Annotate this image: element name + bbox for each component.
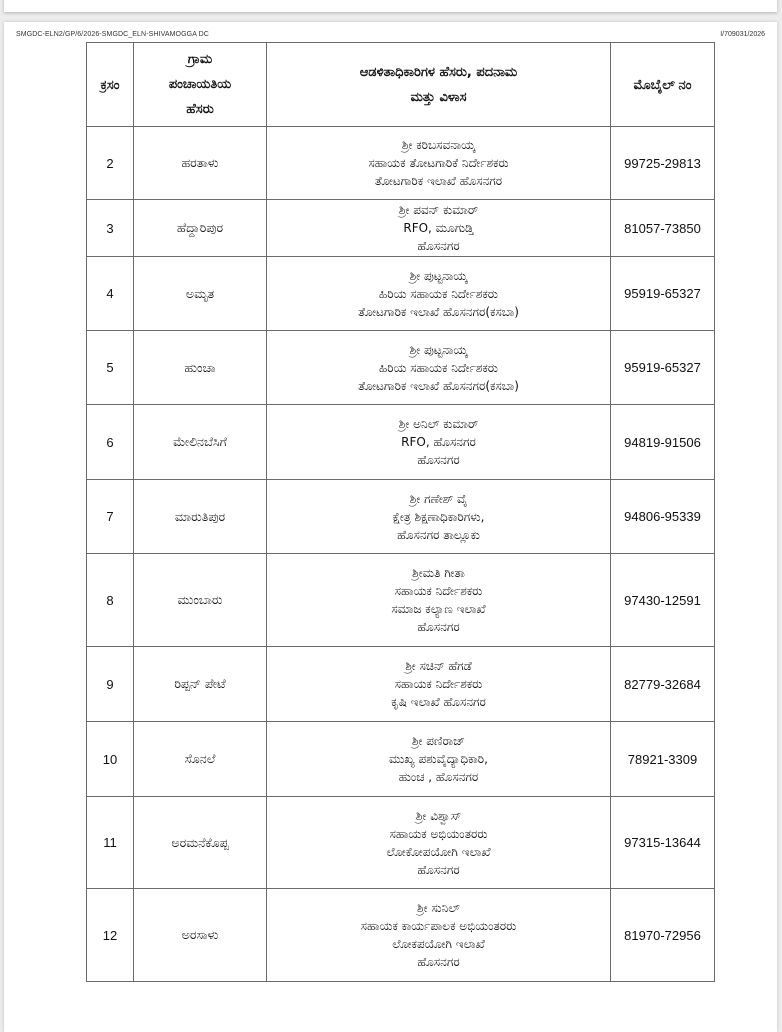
officer-line: ಶ್ರೀ ಅನಿಲ್ ಕುಮಾರ್ bbox=[398, 417, 479, 431]
cell-gp-name: ಮೇಲಿನಬೆಸಿಗೆ bbox=[134, 405, 267, 480]
cell-mobile: 81057-73850 bbox=[611, 200, 715, 257]
cell-mobile: 94806-95339 bbox=[611, 480, 715, 554]
cell-mobile: 99725-29813 bbox=[611, 127, 715, 200]
table-body bbox=[87, 127, 715, 982]
cell-serial: 5 bbox=[87, 331, 134, 405]
document-page bbox=[4, 22, 777, 1032]
table-row bbox=[87, 722, 715, 797]
cell-gp-name: ಹರತಾಳು bbox=[134, 127, 267, 200]
cell-mobile: 82779-32684 bbox=[611, 647, 715, 722]
table-row bbox=[87, 405, 715, 480]
cell-serial: 10 bbox=[87, 722, 134, 797]
table-row bbox=[87, 127, 715, 200]
officer-line: ಲೋಕಪಯೋಗಿ ಇಲಾಖೆ bbox=[392, 937, 485, 951]
officer-line: RFO, ಹೊಸನಗರ bbox=[401, 435, 476, 449]
officer-line: ಶ್ರೀ ಪಣಿರಾಜ್ bbox=[411, 734, 466, 748]
table-row bbox=[87, 797, 715, 889]
table-header-row bbox=[87, 43, 715, 127]
cell-mobile: 78921-3309 bbox=[611, 722, 715, 797]
cell-serial: 2 bbox=[87, 127, 134, 200]
table-row bbox=[87, 889, 715, 982]
officer-line: ತೋಟಗಾರಿಕ ಇಲಾಖೆ ಹೊಸನಗರ(ಕಸಬಾ) bbox=[358, 378, 519, 393]
cell-serial: 9 bbox=[87, 647, 134, 722]
officer-line: ಶ್ರೀ ಗಣೇಶ್ ವೈ bbox=[409, 491, 468, 506]
officer-line: ಹೊಸನಗರ bbox=[417, 239, 460, 253]
cell-officer bbox=[267, 127, 611, 200]
officer-line: ಶ್ರೀ ವಿಶ್ವಾಸ್ bbox=[415, 808, 462, 823]
cell-officer bbox=[267, 200, 611, 257]
cell-officer bbox=[267, 331, 611, 405]
officer-line: ಸಮಾಜ ಕಲ್ಯಾಣ ಇಲಾಖೆ bbox=[391, 602, 486, 616]
cell-serial: 3 bbox=[87, 200, 134, 257]
officer-line: ಹೊಸನಗರ bbox=[417, 955, 460, 969]
officer-line: ಹೊಸನಗರ ತಾಲ್ಲೂಕು bbox=[397, 527, 480, 542]
officer-line: ಶ್ರೀ ಸುನಿಲ್ bbox=[417, 901, 460, 915]
header-officer-line: ಮತ್ತು ವಿಳಾಸ bbox=[410, 89, 467, 105]
header-gp-name bbox=[134, 43, 267, 127]
cell-gp-name: ಅಮೃತ bbox=[134, 257, 267, 331]
table-row bbox=[87, 331, 715, 405]
officer-line: ಹುಂಚ , ಹೊಸನಗರ bbox=[398, 770, 479, 784]
officer-line: ಕೃಷಿ ಇಲಾಖೆ ಹೊಸನಗರ bbox=[391, 695, 486, 709]
cell-gp-name: ಮಾರುತಿಪುರ bbox=[134, 480, 267, 554]
cell-mobile: 97430-12591 bbox=[611, 554, 715, 647]
previous-page-edge bbox=[4, 0, 777, 12]
header-officer-line: ಆಡಳಿತಾಧಿಕಾರಿಗಳ ಹೆಸರು, ಪದನಾಮ bbox=[359, 64, 518, 80]
officers-table bbox=[86, 42, 715, 982]
officer-line: ಶ್ರೀ ಪವನ್ ಕುಮಾರ್ bbox=[398, 203, 479, 217]
officer-line: ಲೋಕೋಪಯೋಗಿ ಇಲಾಖೆ bbox=[386, 844, 491, 859]
header-gp-name-line: ಪಂಚಾಯತಿಯ bbox=[168, 77, 232, 92]
officer-line: ಸಹಾಯಕ ತೋಟಗಾರಿಕೆ ನಿರ್ದೇಶಕರು bbox=[368, 156, 509, 170]
cell-gp-name: ಮುಂಬಾರು bbox=[134, 554, 267, 647]
cell-gp-name: ಅರಮನೆಕೊಪ್ಪ bbox=[134, 797, 267, 889]
officer-line: ಶ್ರೀಮತಿ ಗೀತಾ bbox=[412, 566, 465, 580]
officer-line: ಹೊಸನಗರ bbox=[417, 862, 460, 877]
officer-line: ಶ್ರೀ ಪುಟ್ಟನಾಯ್ಕ bbox=[409, 268, 468, 283]
officer-line: ತೋಟಗಾರಿಕ ಇಲಾಖೆ ಹೊಸನಗರ bbox=[374, 174, 503, 188]
cell-officer bbox=[267, 889, 611, 982]
cell-officer bbox=[267, 722, 611, 797]
cell-gp-name: ರಿಪ್ಪನ್ ಪೇಟೆ bbox=[134, 647, 267, 722]
cell-mobile: 94819-91506 bbox=[611, 405, 715, 480]
officer-line: ಹಿರಿಯ ಸಹಾಯಕ ನಿರ್ದೇಶಕರು bbox=[379, 360, 498, 375]
officer-line: ಶ್ರೀ ಪುಟ್ಟನಾಯ್ಕ bbox=[409, 342, 468, 357]
cell-officer bbox=[267, 647, 611, 722]
cell-serial: 12 bbox=[87, 889, 134, 982]
header-serial: ಕ್ರಸಂ bbox=[87, 43, 134, 127]
cell-mobile: 95919-65327 bbox=[611, 331, 715, 405]
cell-serial: 7 bbox=[87, 480, 134, 554]
cell-gp-name: ಹೆದ್ದಾರಿಪುರ bbox=[134, 200, 267, 257]
cell-officer bbox=[267, 257, 611, 331]
cell-gp-name: ಹುಂಚಾ bbox=[134, 331, 267, 405]
table-row bbox=[87, 257, 715, 331]
cell-serial: 11 bbox=[87, 797, 134, 889]
officer-line: ಹಿರಿಯ ಸಹಾಯಕ ನಿರ್ದೇಶಕರು bbox=[379, 286, 498, 301]
cell-officer bbox=[267, 797, 611, 889]
table-row bbox=[87, 200, 715, 257]
cell-officer bbox=[267, 405, 611, 480]
officer-line: ಸಹಾಯಕ ನಿರ್ದೇಶಕರು bbox=[394, 584, 483, 598]
officer-line: ಕ್ಷೇತ್ರ ಶಿಕ್ಷಣಾಧಿಕಾರಿಗಳು, bbox=[392, 509, 485, 524]
header-mobile: ಮೊಬೈಲ್ ನಂ bbox=[611, 43, 715, 127]
cell-gp-name: ಅರಸಾಳು bbox=[134, 889, 267, 982]
header-gp-name-line: ಹೆಸರು bbox=[186, 102, 214, 117]
cell-serial: 4 bbox=[87, 257, 134, 331]
table-row bbox=[87, 647, 715, 722]
cell-mobile: 95919-65327 bbox=[611, 257, 715, 331]
cell-mobile: 81970-72956 bbox=[611, 889, 715, 982]
officer-line: ತೋಟಗಾರಿಕ ಇಲಾಖೆ ಹೊಸನಗರ(ಕಸಬಾ) bbox=[358, 304, 519, 319]
cell-serial: 8 bbox=[87, 554, 134, 647]
document-reference-right: I/709031/2026 bbox=[720, 31, 765, 38]
cell-mobile: 97315-13644 bbox=[611, 797, 715, 889]
officer-line: ಹೊಸನಗರ bbox=[417, 620, 460, 634]
officer-line: ಮುಖ್ಯ ಪಶುವೈದ್ಯಾಧಿಕಾರಿ, bbox=[389, 752, 488, 766]
officer-line: ಹೊಸನಗರ bbox=[417, 453, 460, 467]
officer-line: RFO, ಮೂಗುಡ್ತಿ bbox=[403, 221, 474, 235]
officer-line: ಶ್ರೀ ಕರಿಬಸವನಾಯ್ಕ bbox=[401, 138, 476, 152]
header-gp-name-line: ಗ್ರಾಮ bbox=[187, 52, 213, 67]
table-row bbox=[87, 554, 715, 647]
officer-line: ಶ್ರೀ ಸಚಿನ್ ಹೆಗಡೆ bbox=[405, 659, 472, 673]
table-row bbox=[87, 480, 715, 554]
officer-line: ಸಹಾಯಕ ಕಾರ್ಯಪಾಲಕ ಅಭಿಯಂತರರು bbox=[360, 919, 517, 933]
header-officer bbox=[267, 43, 611, 127]
document-reference-left: SMGDC-ELN2/GP/6/2026-SMGDC_ELN-SHIVAMOGGA DC bbox=[16, 31, 209, 38]
officer-line: ಸಹಾಯಕ ಅಭಿಯಂತರರು bbox=[389, 826, 488, 841]
cell-officer bbox=[267, 480, 611, 554]
cell-officer bbox=[267, 554, 611, 647]
officer-line: ಸಹಾಯಕ ನಿರ್ದೇಶಕರು bbox=[394, 677, 483, 691]
cell-serial: 6 bbox=[87, 405, 134, 480]
cell-gp-name: ಸೊನಲೆ bbox=[134, 722, 267, 797]
